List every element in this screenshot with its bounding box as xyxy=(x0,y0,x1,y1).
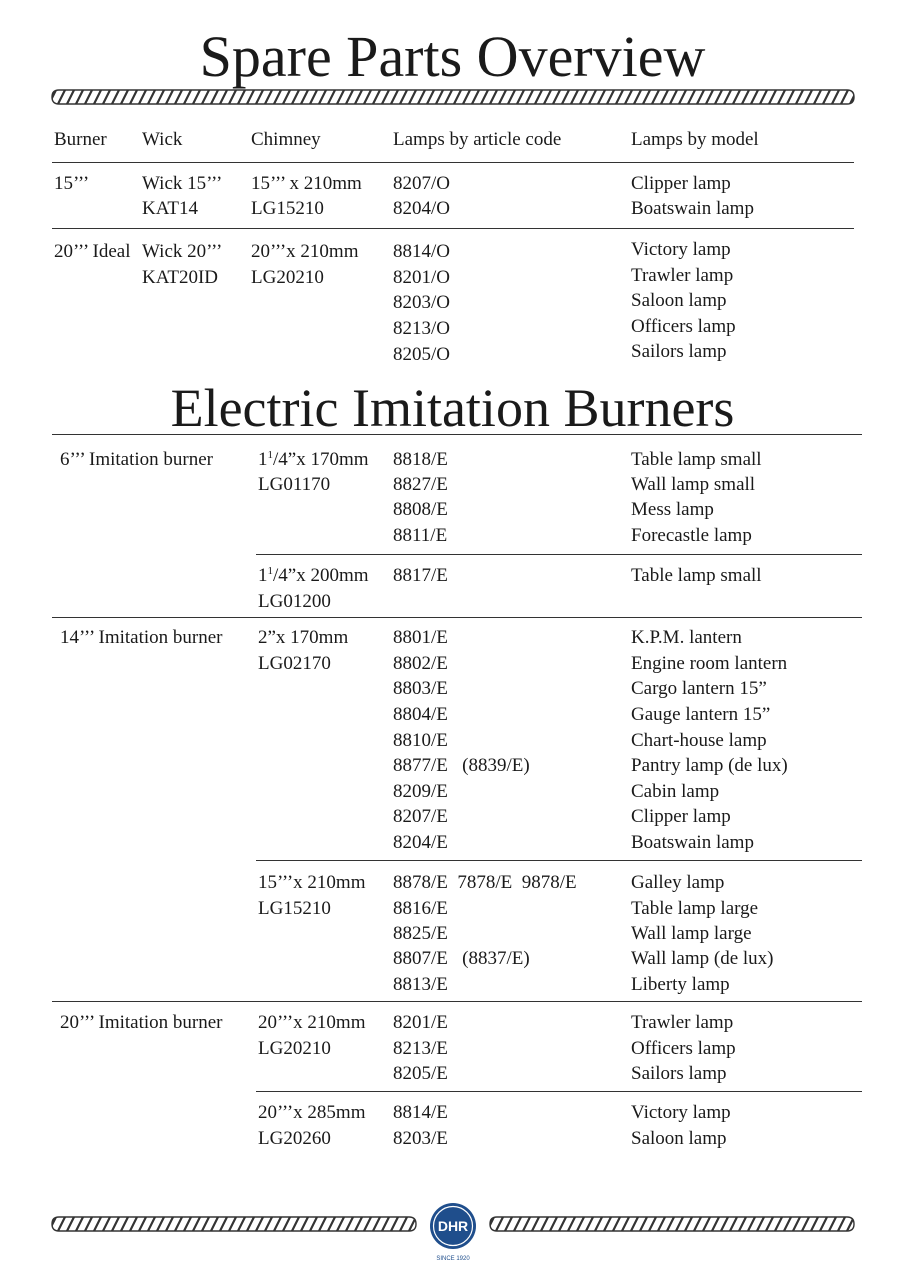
electric-1-2-model: Table lamp small xyxy=(631,565,762,586)
block-rule xyxy=(52,617,862,618)
spare-2-code: 8203/O xyxy=(393,292,450,313)
header-models: Lamps by model xyxy=(631,129,759,150)
electric-3-1-code: 8201/E xyxy=(393,1012,448,1033)
electric-3-burner: 20’’’ Imitation burner xyxy=(60,1012,223,1033)
electric-2-1-model: Pantry lamp (de lux) xyxy=(631,755,788,776)
spare-2-model: Officers lamp xyxy=(631,316,736,337)
electric-1-2-chimney: $1^1/4”x$ 200mm xyxy=(258,565,369,586)
electric-3-2-model: Victory lamp xyxy=(631,1102,731,1123)
electric-2-2-code: 8813/E xyxy=(393,974,448,995)
electric-3-1-code: 8213/E xyxy=(393,1038,448,1059)
electric-3-1-model: Officers lamp xyxy=(631,1038,736,1059)
electric-2-2-model: Table lamp large xyxy=(631,898,759,919)
electric-2-1-code: 8802/E xyxy=(393,653,448,674)
electric-1-1-code: 8811/E xyxy=(393,525,448,546)
spare-2-chimney-code: LG20210 xyxy=(251,267,324,288)
electric-2-1-code: 8810/E xyxy=(393,730,448,751)
group-rule xyxy=(256,554,862,555)
header-wick: Wick xyxy=(142,129,183,150)
electric-3-2-chimney-code: LG20260 xyxy=(258,1128,331,1149)
electric-1-1-chimney: $1^1/4”x$ 170mm xyxy=(258,449,369,470)
spare-1-wick: Wick 15’’’ xyxy=(142,173,223,194)
electric-2-1-model: Cargo lantern 15” xyxy=(631,678,767,699)
electric-2-2-code: 8878/E 7878/E 9878/E xyxy=(393,872,577,893)
spare-1-chimney: 15’’’ x 210mm xyxy=(251,173,362,194)
header-article-codes: Lamps by article code xyxy=(393,129,562,150)
header-chimney: Chimney xyxy=(251,129,321,150)
spare-1-chimney-code: LG15210 xyxy=(251,198,324,219)
electric-1-1-model: Table lamp small xyxy=(631,449,762,470)
electric-1-1-code: 8827/E xyxy=(393,474,448,495)
electric-3-2-model: Saloon lamp xyxy=(631,1128,727,1149)
electric-2-1-model: Boatswain lamp xyxy=(631,832,754,853)
electric-1-1-chimney-code: LG01170 xyxy=(258,474,331,495)
spare-2-model: Victory lamp xyxy=(631,239,731,260)
electric-2-1-model: K.P.M. lantern xyxy=(631,627,742,648)
electric-1-1-code: 8808/E xyxy=(393,499,448,520)
electric-2-1-code: 8804/E xyxy=(393,704,448,725)
electric-2-2-model: Wall lamp large xyxy=(631,923,752,944)
spare-1-burner: 15’’’ xyxy=(54,173,90,194)
logo-tagline: SINCE 1920 xyxy=(436,1256,470,1262)
electric-2-2-code: 8807/E (8837/E) xyxy=(393,948,530,969)
electric-2-1-code: 8207/E xyxy=(393,806,448,827)
electric-2-1-model: Clipper lamp xyxy=(631,806,731,827)
electric-2-1-code: 8803/E xyxy=(393,678,448,699)
electric-2-2-code: 8816/E xyxy=(393,898,448,919)
spare-2-model: Saloon lamp xyxy=(631,290,727,311)
electric-2-1-model: Gauge lantern 15” xyxy=(631,704,771,725)
rope-divider-bottom-left xyxy=(48,1215,420,1233)
electric-2-2-model: Galley lamp xyxy=(631,872,725,893)
group-rule xyxy=(256,860,862,861)
spare-2-model: Sailors lamp xyxy=(631,341,727,362)
electric-2-1-model: Engine room lantern xyxy=(631,653,788,674)
electric-2-1-code: 8877/E (8839/E) xyxy=(393,755,530,776)
spare-1-code: 8204/O xyxy=(393,198,450,219)
spare-2-code: 8201/O xyxy=(393,267,450,288)
electric-2-1-model: Chart-house lamp xyxy=(631,730,767,751)
electric-3-2-code: 8814/E xyxy=(393,1102,448,1123)
electric-2-1-code: 8801/E xyxy=(393,627,448,648)
electric-2-2-chimney-code: LG15210 xyxy=(258,898,331,919)
spare-2-wick: Wick 20’’’ xyxy=(142,241,223,262)
spare-2-chimney: 20’’’x 210mm xyxy=(251,241,359,262)
electric-2-1-code: 8209/E xyxy=(393,781,448,802)
spare-1-model: Boatswain lamp xyxy=(631,198,754,219)
rope-divider-top xyxy=(48,88,858,106)
spare-2-burner: 20’’’ Ideal xyxy=(54,241,131,262)
spare-1-wick-code: KAT14 xyxy=(142,198,198,219)
electric-1-2-code: 8817/E xyxy=(393,565,448,586)
spare-2-model: Trawler lamp xyxy=(631,265,734,286)
page-title: Spare Parts Overview xyxy=(199,24,706,89)
spare-1-model: Clipper lamp xyxy=(631,173,731,194)
electric-3-1-model: Trawler lamp xyxy=(631,1012,734,1033)
electric-3-1-chimney-code: LG20210 xyxy=(258,1038,331,1059)
header-rule xyxy=(52,162,854,163)
electric-2-2-model: Liberty lamp xyxy=(631,974,730,995)
electric-2-2-model: Wall lamp (de lux) xyxy=(631,948,774,969)
block-rule xyxy=(52,1001,862,1002)
row-rule xyxy=(52,228,854,229)
rope-divider-bottom-right xyxy=(486,1215,858,1233)
electric-section-title: Electric Imitation Burners xyxy=(170,378,735,438)
group-rule xyxy=(256,1091,862,1092)
spare-2-code: 8213/O xyxy=(393,318,450,339)
spare-2-code: 8205/O xyxy=(393,344,450,365)
electric-3-2-chimney: 20’’’x 285mm xyxy=(258,1102,366,1123)
electric-1-1-code: 8818/E xyxy=(393,449,448,470)
electric-2-1-model: Cabin lamp xyxy=(631,781,720,802)
logo-letters: DHR xyxy=(437,1218,469,1234)
electric-3-2-code: 8203/E xyxy=(393,1128,448,1149)
spare-1-code: 8207/O xyxy=(393,173,450,194)
electric-2-1-chimney-code: LG02170 xyxy=(258,653,331,674)
spare-2-code: 8814/O xyxy=(393,241,450,262)
spare-2-wick-code: KAT20ID xyxy=(142,267,218,288)
electric-1-1-model: Forecastle lamp xyxy=(631,525,752,546)
electric-2-1-chimney: 2”x 170mm xyxy=(258,627,349,648)
electric-2-burner: 14’’’ Imitation burner xyxy=(60,627,223,648)
electric-2-1-code: 8204/E xyxy=(393,832,448,853)
electric-1-1-model: Wall lamp small xyxy=(631,474,756,495)
dhr-logo xyxy=(424,1200,482,1264)
electric-2-2-chimney: 15’’’x 210mm xyxy=(258,872,366,893)
electric-3-1-code: 8205/E xyxy=(393,1063,448,1084)
electric-1-1-model: Mess lamp xyxy=(631,499,714,520)
header-burner: Burner xyxy=(54,129,107,150)
electric-3-1-model: Sailors lamp xyxy=(631,1063,727,1084)
electric-2-2-code: 8825/E xyxy=(393,923,448,944)
electric-1-2-chimney-code: LG01200 xyxy=(258,591,331,612)
electric-3-1-chimney: 20’’’x 210mm xyxy=(258,1012,366,1033)
electric-rule xyxy=(52,434,862,435)
electric-1-burner: 6’’’ Imitation burner xyxy=(60,449,213,470)
